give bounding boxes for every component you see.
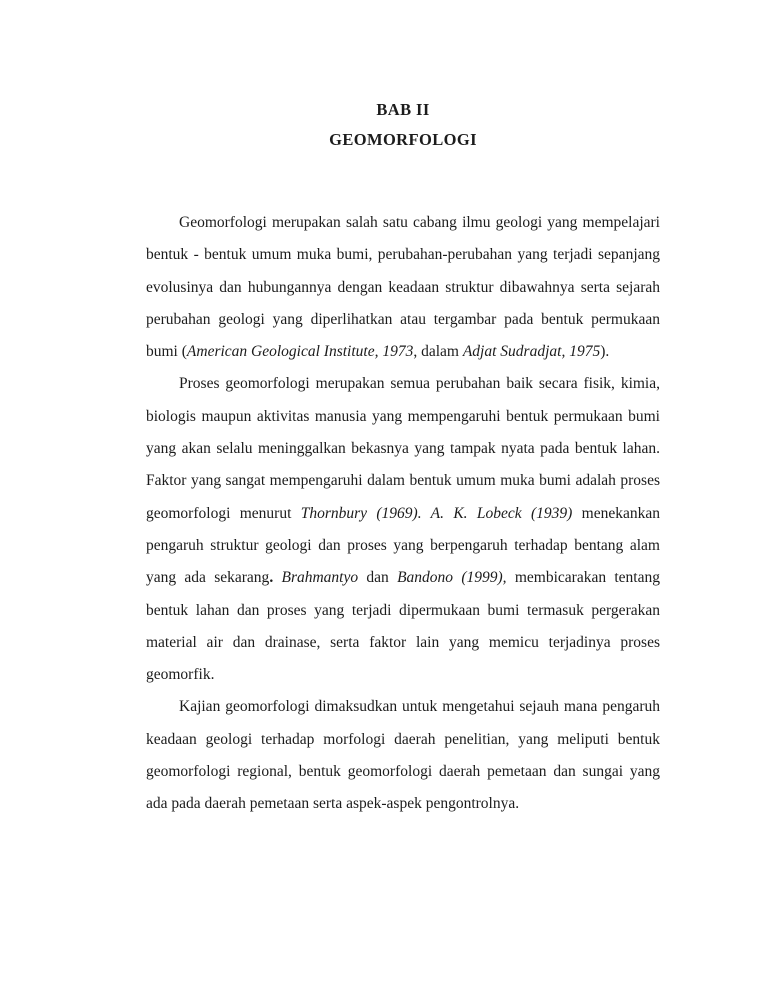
text-line [146, 691, 660, 723]
text-run: geomorfologi menurut [146, 504, 301, 522]
text-line [146, 498, 660, 530]
text-line [146, 465, 660, 497]
text-run: yang ada sekarang [146, 569, 270, 587]
text-run: ). [600, 343, 610, 361]
text-line [146, 401, 660, 433]
text-line [146, 724, 660, 756]
text-run: bentuk lahan dan proses yang terjadi dipermukaan bumi termasuk pergerakan [146, 601, 660, 619]
text-line [146, 530, 660, 562]
text-run: bentuk - bentuk umum muka bumi, perubahan-perubahan yang terjadi sepanjang [146, 246, 660, 264]
text-run: , dalam [413, 343, 463, 361]
paragraph [146, 368, 660, 691]
text-run: Proses geomorfologi merupakan semua perubahan baik secara fisik, kimia, [179, 375, 660, 393]
text-run: menekankan [572, 504, 660, 522]
paragraph [146, 207, 660, 368]
text-line [146, 659, 660, 691]
text-run: Geomorfologi merupakan salah satu cabang ilmu geologi yang mempelajari [179, 214, 660, 231]
text-run: Bandono (1999), [397, 569, 507, 587]
document-body [146, 207, 660, 821]
text-run: Kajian geomorfologi dimaksudkan untuk mengetahui sejauh mana pengaruh [179, 698, 660, 716]
text-line [146, 272, 660, 304]
text-run: bumi ( [146, 343, 187, 361]
text-line [146, 368, 660, 400]
text-line [146, 304, 660, 336]
text-run: ada pada daerah pemetaan serta aspek-aspek pengontrolnya. [146, 795, 520, 813]
text-run: evolusinya dan hubungannya dengan keadaan struktur dibawahnya serta sejarah [146, 278, 660, 296]
text-run: material air dan drainase, serta faktor lain yang memicu terjadinya proses [146, 633, 660, 651]
text-run: pengaruh struktur geologi dan proses yang berpengaruh terhadap bentang alam [146, 536, 660, 554]
text-run: geomorfik. [146, 666, 215, 684]
text-run: biologis maupun aktivitas manusia yang mempengaruhi bentuk permukaan bumi [146, 407, 660, 425]
chapter-title [146, 95, 660, 155]
text-line [146, 336, 660, 368]
text-run: membicarakan tentang [506, 569, 660, 587]
text-line [146, 239, 660, 271]
chapter-name: GEOMORFOLOGI [329, 130, 477, 149]
text-run: dan [358, 569, 398, 587]
text-line [146, 627, 660, 659]
chapter-number: BAB II [376, 100, 430, 119]
text-run: Brahmantyo [281, 569, 359, 587]
text-run: American Geological Institute, 1973 [186, 343, 414, 361]
text-line [146, 207, 660, 239]
text-run: yang akan selalu meninggalkan bekasnya yang tampak nyata pada bentuk lahan. [146, 440, 660, 458]
text-run: Thornbury (1969). A. K. Lobeck (1939) [300, 504, 573, 522]
text-run: . [269, 569, 274, 587]
text-line [146, 595, 660, 627]
text-line [146, 788, 660, 820]
text-run: perubahan geologi yang diperlihatkan atau tergambar pada bentuk permukaan [146, 310, 660, 328]
text-line [146, 756, 660, 788]
text-line [146, 562, 660, 594]
text-run: keadaan geologi terhadap morfologi daerah penelitian, yang meliputi bentuk [146, 730, 660, 748]
text-run: Faktor yang sangat mempengaruhi dalam bentuk umum muka bumi adalah proses [146, 472, 660, 490]
paragraph [146, 691, 660, 820]
text-line [146, 433, 660, 465]
text-run: geomorfologi regional, bentuk geomorfologi daerah pemetaan dan sungai yang [146, 763, 660, 781]
text-run: Adjat Sudradjat, 1975 [462, 343, 601, 361]
